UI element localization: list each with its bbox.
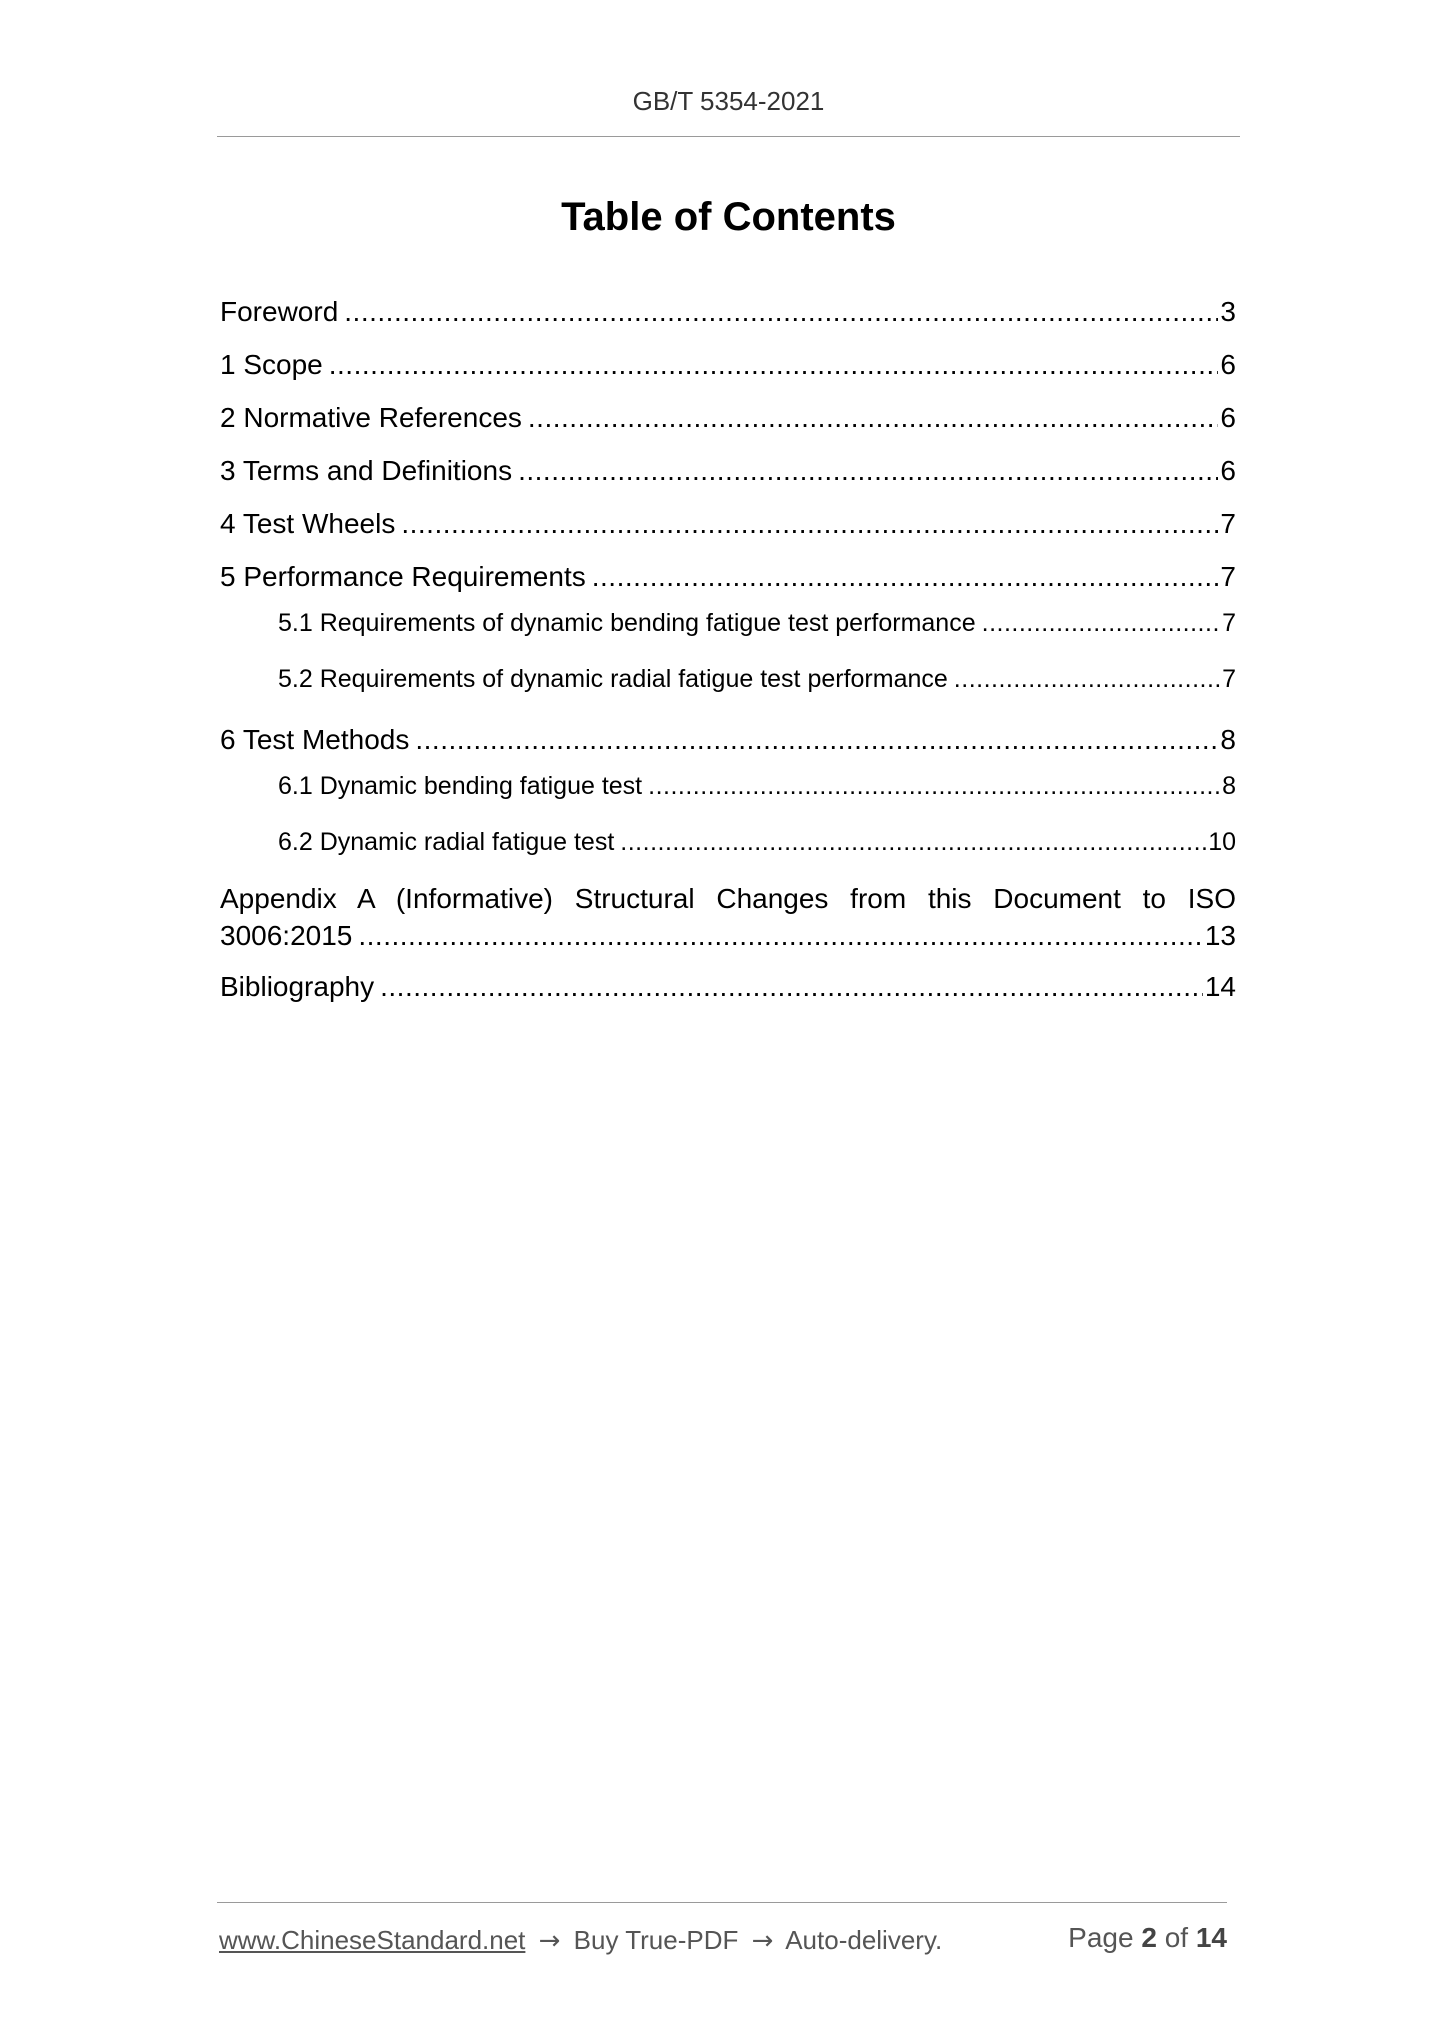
page-word: Page <box>1068 1922 1134 1953</box>
toc-entry-continuation <box>220 917 1236 954</box>
toc-entry-page: 6 <box>1220 402 1236 433</box>
toc-entry-label: 4 Test Wheels <box>220 508 396 539</box>
dot-leader <box>528 391 1219 444</box>
toc-entry-label: 6.1 Dynamic bending fatigue test <box>278 772 643 800</box>
website-link[interactable]: www.ChineseStandard.net <box>219 1925 526 1955</box>
total-pages-number: 14 <box>1195 1922 1227 1953</box>
toc-entry-page: 6 <box>1220 349 1236 380</box>
toc-entry-page: 6 <box>1220 455 1236 486</box>
toc-entry-page: 10 <box>1208 828 1236 856</box>
toc-entry-page: 7 <box>1220 508 1236 539</box>
buy-pdf-text: Buy True-PDF <box>573 1925 739 1955</box>
of-word: of <box>1164 1922 1189 1953</box>
toc-entry-label: 5.1 Requirements of dynamic bending fatigue test performance <box>278 609 976 637</box>
toc-entry-label: 5.2 Requirements of dynamic radial fatigue test performance <box>278 665 948 693</box>
auto-delivery-text: Auto-delivery. <box>785 1925 943 1955</box>
page-indicator <box>1068 1922 1227 1954</box>
toc-entry-label: 1 Scope <box>220 349 323 380</box>
toc-entry-radial-performance[interactable] <box>220 651 1236 707</box>
toc-entry-label-continued: 3006:2015 <box>220 920 353 951</box>
dot-leader <box>620 814 1206 870</box>
dot-leader <box>329 338 1219 391</box>
toc-entry-label: 3 Terms and Definitions <box>220 455 513 486</box>
table-of-contents <box>220 285 1236 1013</box>
toc-entry-page: 3 <box>1220 296 1236 327</box>
toc-entry-radial-test[interactable] <box>220 814 1236 870</box>
dot-leader <box>358 917 1204 954</box>
dot-leader <box>648 758 1220 814</box>
toc-entry-appendix-a[interactable] <box>220 880 1236 954</box>
dot-leader <box>344 285 1218 338</box>
toc-entry-page: 8 <box>1220 724 1236 755</box>
toc-entry-label: Appendix A (Informative) Structural Changes from this Document to ISO <box>220 883 1236 914</box>
toc-entry-page: 7 <box>1222 609 1236 637</box>
dot-leader <box>982 595 1220 651</box>
toc-entry-terms-definitions[interactable] <box>220 444 1236 497</box>
toc-entry-page: 8 <box>1222 772 1236 800</box>
toc-entry-page: 7 <box>1222 665 1236 693</box>
toc-entry-foreword[interactable] <box>220 285 1236 338</box>
document-number: GB/T 5354-2021 <box>632 86 825 116</box>
toc-entry-label: 6.2 Dynamic radial fatigue test <box>278 828 615 856</box>
toc-entry-label: 6 Test Methods <box>220 724 410 755</box>
toc-entry-label: 2 Normative References <box>220 402 522 433</box>
dot-leader <box>518 444 1218 497</box>
toc-entry-bending-performance[interactable] <box>220 595 1236 651</box>
right-arrow-icon: → <box>751 1926 774 1956</box>
right-arrow-icon: → <box>538 1926 561 1956</box>
toc-entry-normative-references[interactable] <box>220 391 1236 444</box>
toc-entry-page: 13 <box>1204 920 1236 951</box>
footer-divider <box>217 1902 1227 1903</box>
header-divider <box>217 136 1240 137</box>
footer-promo <box>219 1925 942 1956</box>
toc-entry-test-wheels[interactable] <box>220 497 1236 550</box>
dot-leader <box>954 651 1220 707</box>
toc-entry-page: 14 <box>1204 971 1236 1002</box>
toc-entry-bending-test[interactable] <box>220 758 1236 814</box>
document-header <box>217 86 1240 117</box>
dot-leader <box>401 497 1218 550</box>
toc-entry-scope[interactable] <box>220 338 1236 391</box>
current-page-number: 2 <box>1141 1922 1157 1953</box>
toc-entry-bibliography[interactable] <box>220 960 1236 1013</box>
toc-entry-label: Bibliography <box>220 971 375 1002</box>
toc-entry-page: 7 <box>1220 561 1236 592</box>
page-title: Table of Contents <box>561 195 896 239</box>
toc-entry-label: 5 Performance Requirements <box>220 561 586 592</box>
dot-leader <box>380 960 1203 1013</box>
toc-entry-label: Foreword <box>220 296 339 327</box>
